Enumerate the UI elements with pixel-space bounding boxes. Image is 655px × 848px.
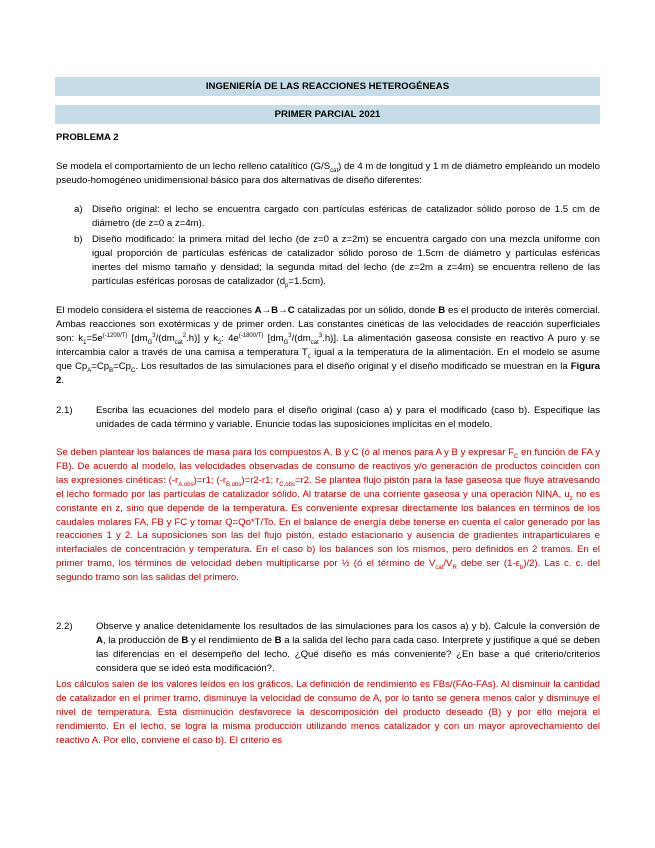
answer-2-2: Los cálculos salen de los valores leídos en los gráficos. La definición de rendimiento es FBs/(FAo-FAs). Al disminuir la cantidad de catalizador en el primer tramo, disminuye la velocidad de consumo de A, por lo tanto se genera menos calor y disminuye el nivel de temperatura. Esta disminución desfavorece la descomposición del producto deseado (B) y por ello mejora el rendimiento. En el lecho, se logra la misma producción utilizando menos catalizador y con un mayor aprovechamiento del reactivo A. Por ello, conviene el caso b). El criterio es [56, 679, 600, 746]
item-b-text: Diseño modificado: la primera mitad del lecho (de z=0 a z=2m) se encuentra cargado con una mezcla uniforme con igual proporción de partículas esféricas de catalizador sólido poroso de 1.5cm de diámetro y partículas esféricas inertes del mismo tamaño y densidad; la segunda mitad del lecho (de z=2m a z=4m) se encuentra relleno de las partículas esféricas porosas de catalizador $(d_p=1.5cm)$. [92, 234, 600, 289]
question-2-1-text: Escriba las ecuaciones del modelo para el diseño original (caso a) y para el modificado (caso b). Especifique las unidades de cada término y variable. Enuncie todas las suposiciones implícitas en el modelo. [96, 405, 600, 430]
course-title: INGENIERÍA DE LAS REACCIONES HETEROGÉNEAS [55, 77, 600, 96]
problem-intro: Se modela el comportamiento de un lecho relleno catalítico $(G/S_{cat})$ de 4 m de longitud y 1 m de diámetro empleando un modelo pseudo-homogéneo unidimensional básico para dos alternativas de diseño diferentes: [56, 161, 600, 186]
exam-title: PRIMER PARCIAL 2021 [55, 105, 600, 124]
question-2-1-number: 2.1) [56, 405, 73, 416]
answer-2-1: Se deben plantear los balances de masa para los compuestos A, B y C (ó al menos para A y B y expresar $F_C$ en función de FA y FB). De acuerdo al modelo, las velocidades observadas de consumo de reactivos y/o generación de productos coinciden con las expresiones cinéticas: $(-r_{A,obs})=r1$; $(-r_{B,obs})=r2-r1$; $r_{C,obs}=r2$. Se plantea flujo pistón para la fase gaseosa que fluye atravesando el lecho formado por las partículas de catalizador sólido. Al tratarse de una corriente gaseosa y una operación NINA, $u_z$ no es constante en z, sino que depende de la temperatura. Es conveniente expresar directamente los balances en términos de los caudales molares FA, FB y FC y tomar Q=Qo*T/To. En el balance de energía debe tenerse en cuenta el calor generado por las reacciones 1 y 2. La suposiciones son las del flujo pistón, estado estacionario y ausencia de gradientes intraparticulares e interfaciales de concentración y temperatura. En el caso b) los balances son los mismos, pero definidos en 2 tramos. En el primer tramo, los términos de velocidad deben multiplicarse por ½ (ó el término de $V_{cat}/V_R$ debe ser $(1-\varepsilon_b)/2$). Las c. c. del segundo tramo son las salidas del primero. [56, 447, 600, 584]
problem-title: PROBLEMA 2 [56, 132, 119, 143]
model-description: El modelo considera el sistema de reacciones A→B→C catalizadas por un sólido, donde B es el producto de interés comercial. Ambas reacciones son exotérmicas y de primer orden. Las constantes cinéticas de las velocidades de reacción superficiales son: $k_1=5e^{(-1200/T)}$ $[dm_G^3/(dm_{cat}^2.h)]$ y $k_2$: $4e^{(-1800/T)}$ $[dm_G^3/(dm_{cat}^3.h)]$. La alimentación gaseosa consiste en reactivo A puro y se intercambia calor a través de una camisa a temperatura $T_c$ igual a la temperatura de la alimentación. En el modelo se asume que $Cp_A=Cp_B=Cp_C$. Los resultados de las simulaciones para el diseño original y el diseño modificado se muestran en la Figura 2. [56, 305, 601, 386]
item-a-text: Diseño original: el lecho se encuentra cargado con partículas esféricas de catalizador sólido poroso de 1.5 cm de diámetro (de z=0 a z=4m). [92, 204, 600, 229]
question-2-2-number: 2.2) [56, 621, 73, 632]
item-b-marker: b) [74, 234, 83, 245]
question-2-2-text: Observe y analice detenidamente los resultados de las simulaciones para los casos a) y b). Calcule la conversión de A, la producción de B y el rendimiento de B a la salida del lecho para cada caso. Interprete y justifique a qué se deben las diferencias en el desempeño del lecho. ¿Qué diseño es más conveniente? ¿En base a qué criterio/criterios considera que se ideó esta modificación?. [96, 621, 601, 674]
item-a-marker: a) [74, 204, 83, 215]
